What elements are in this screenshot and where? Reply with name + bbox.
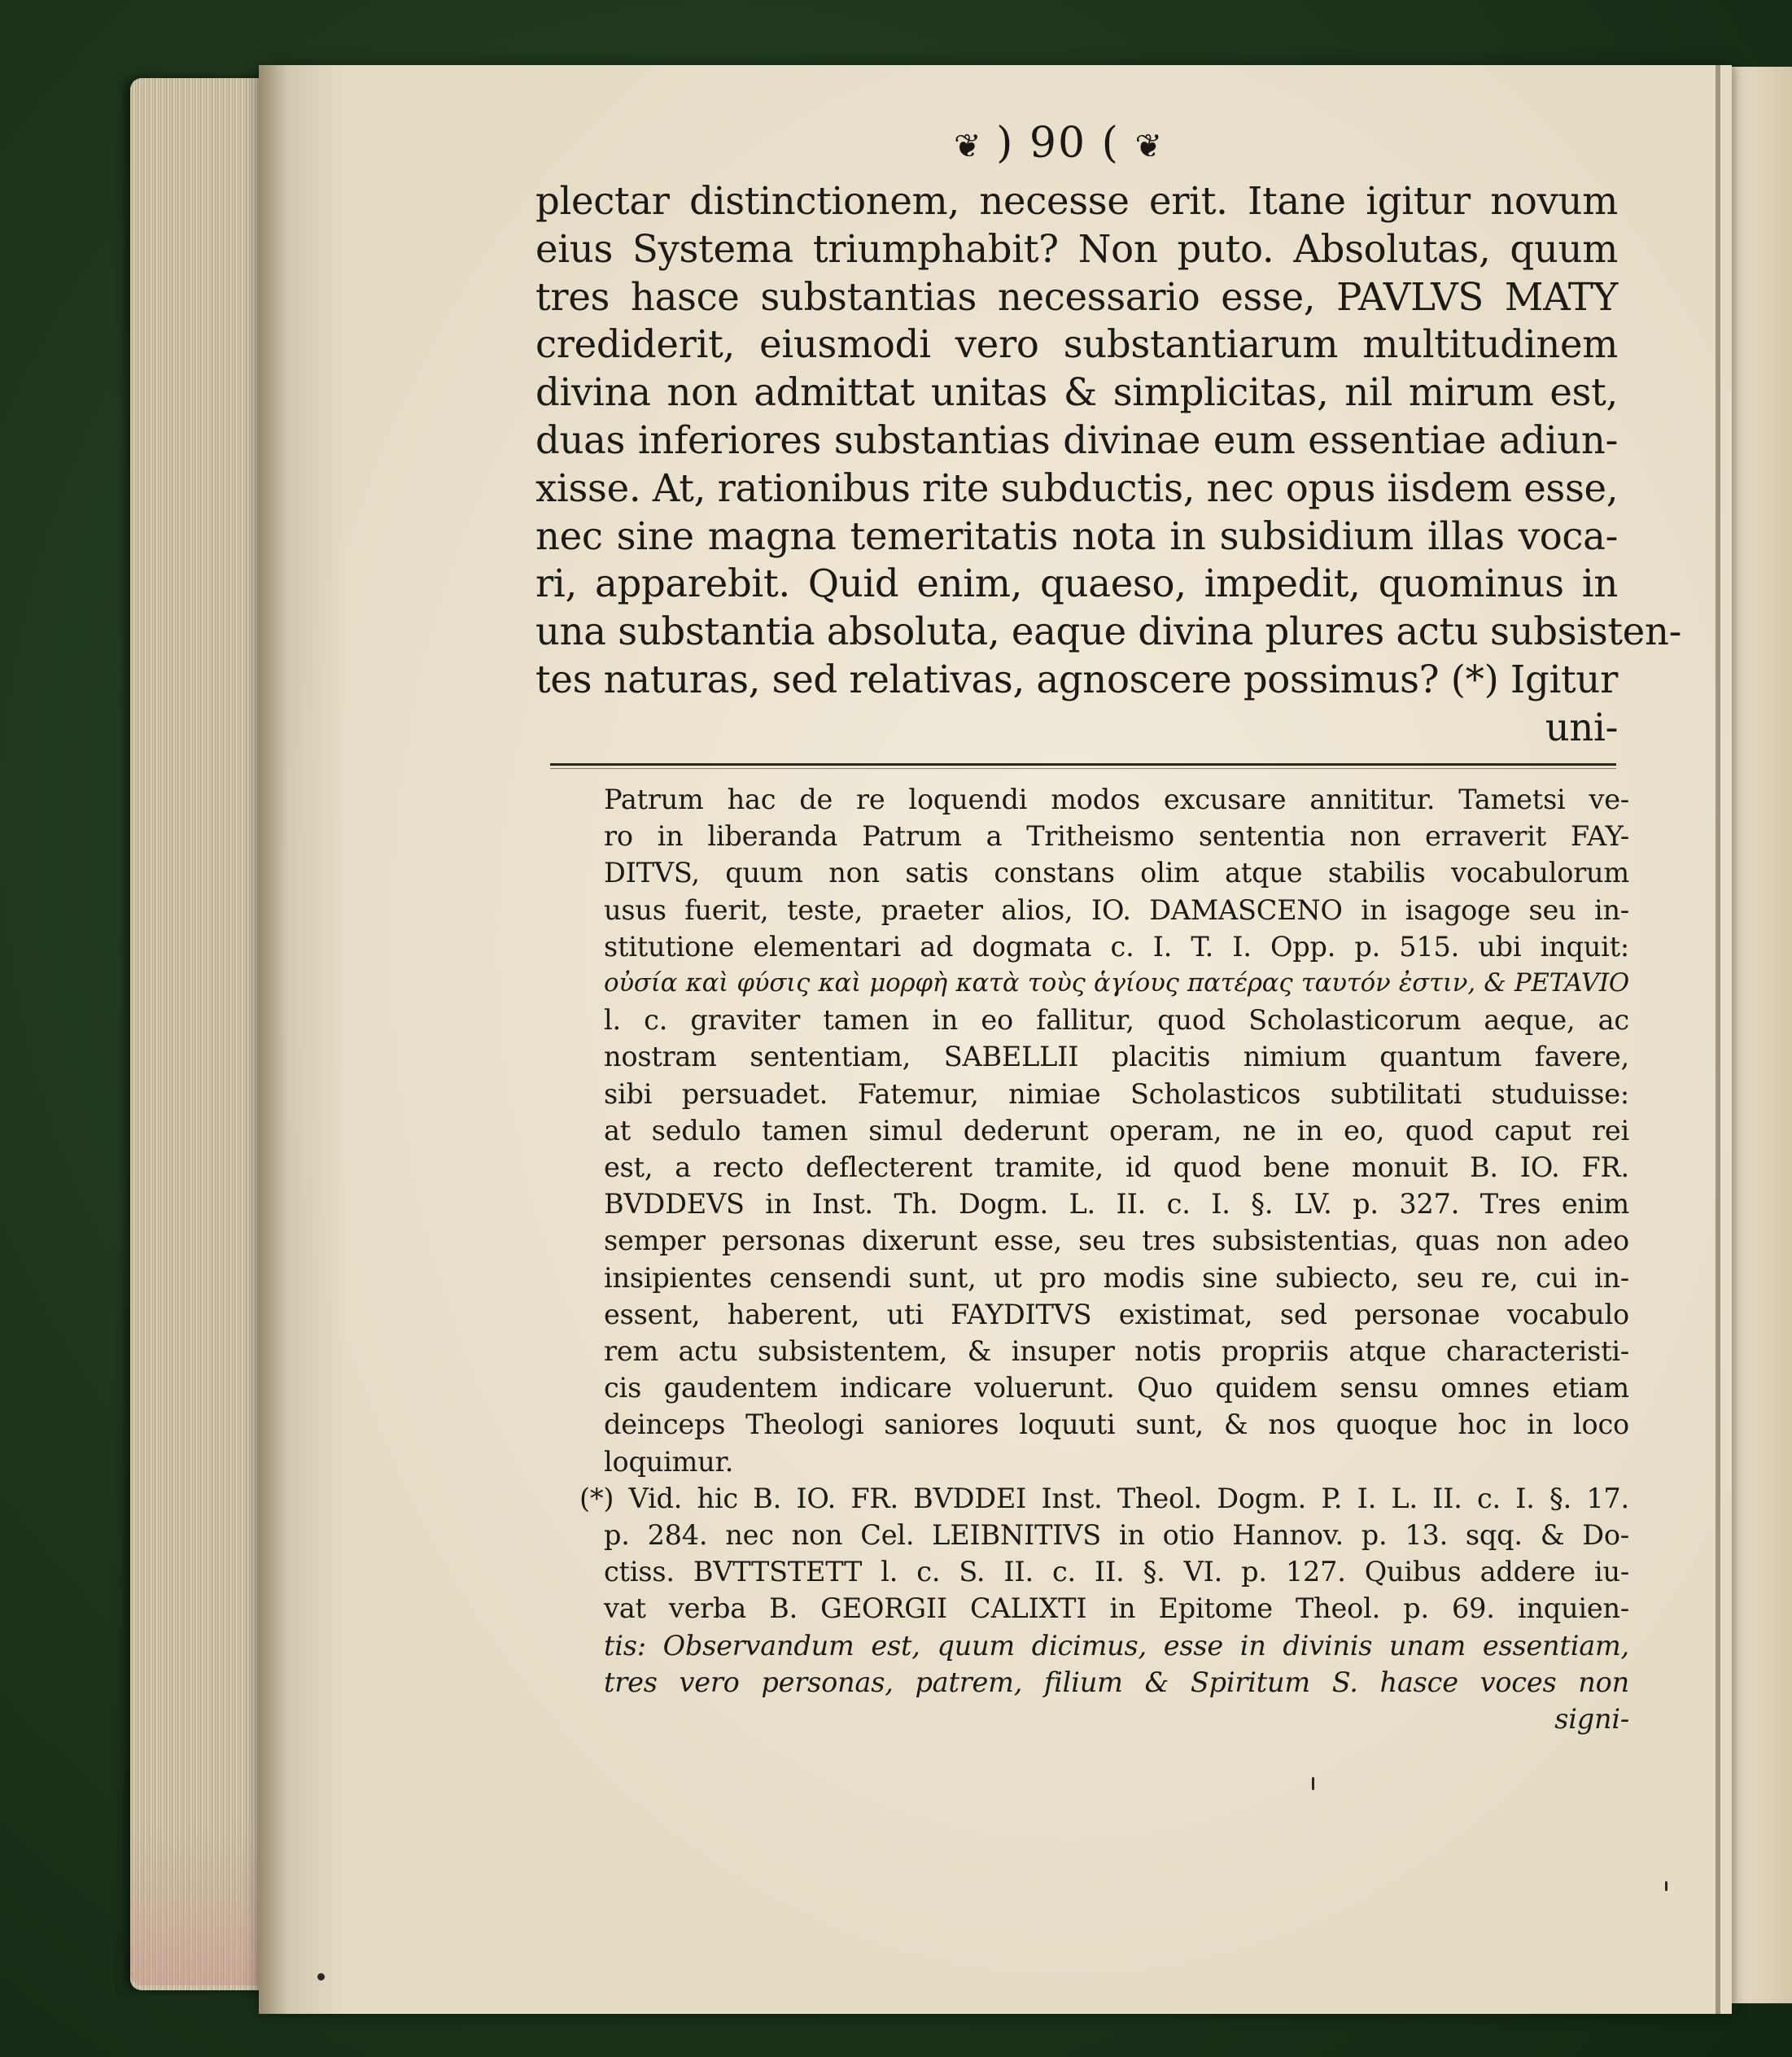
footnote-line: semper personas dixerunt esse, seu tres subsistentias, quas non adeo xyxy=(604,1225,1629,1257)
footnote-line-greek: οὐσία καὶ φύσις καὶ μορφὴ κατὰ τοὺς ἁγίους πατέρας ταυτόν ἐστιν, & PETAVIO xyxy=(604,968,1629,998)
catchword: uni- xyxy=(1545,705,1618,749)
main-line: xisse. At, rationibus rite subductis, nec opus iisdem esse, xyxy=(535,465,1619,510)
ink-speck xyxy=(1665,1881,1667,1891)
main-line: nec sine magna temeritatis nota in subsidium illas voca- xyxy=(535,513,1618,558)
footnote-line: ro in liberanda Patrum a Tritheismo sententia non erraverit FAY- xyxy=(604,820,1629,853)
footnote-line: essent, haberent, uti FAYDITVS existimat, sed personae vocabulo xyxy=(604,1298,1629,1330)
ornament-left-icon: ❦ xyxy=(954,128,981,165)
footnote-line: rem actu subsistentem, & insuper notis propriis atque characteristi- xyxy=(604,1335,1629,1368)
footnote-line: p. 284. nec non Cel. LEIBNITIVS in otio Hannov. p. 13. sqq. & Do- xyxy=(604,1519,1629,1552)
footnote-line: usus fuerit, teste, praeter alios, IO. DAMASCENO in isagoge seu in- xyxy=(604,893,1629,926)
main-line: tres hasce substantias necessario esse, PAVLVS MATY xyxy=(535,274,1618,319)
page-spine xyxy=(1716,65,1720,2014)
footnote-line: deinceps Theologi saniores loquuti sunt, & nos quoque hoc in loco xyxy=(604,1408,1629,1441)
footnote-line: stitutione elementari ad dogmata c. I. T. I. Opp. p. 515. ubi inquit: xyxy=(604,930,1629,963)
main-line: eius Systema triumphabit? Non puto. Absolutas, quum xyxy=(535,226,1618,271)
footnote-line: insipientes censendi sunt, ut pro modis sine subiecto, seu re, cui in- xyxy=(604,1261,1629,1294)
footnote-line: l. c. graviter tamen in eo fallitur, quod Scholasticorum aeque, ac xyxy=(604,1004,1629,1037)
main-text-block xyxy=(535,177,1682,752)
main-line: duas inferiores substantias divinae eum essentiae adiun- xyxy=(535,417,1618,462)
footnote-line: DITVS, quum non satis constans olim atque stabilis vocabulorum xyxy=(604,857,1629,889)
footnote-line: at sedulo tamen simul dederunt operam, ne in eo, quod caput rei xyxy=(604,1114,1629,1146)
footnote-rule xyxy=(550,763,1616,766)
gutter-shadow xyxy=(259,65,288,2014)
page-header xyxy=(814,117,1302,173)
footnote-line: (*) Vid. hic B. IO. FR. BVDDEI Inst. Theol. Dogm. P. I. L. II. c. I. §. 17. xyxy=(579,1482,1629,1514)
ink-speck xyxy=(317,1973,325,1981)
ornament-right-icon: ❦ xyxy=(1134,128,1162,165)
main-line: crediderit, eiusmodi vero substantiarum multitudinem xyxy=(535,322,1618,367)
main-line: divina non admittat unitas & simplicitas, nil mirum est, xyxy=(535,370,1618,415)
page-number: ) 90 ( xyxy=(996,119,1120,168)
footnote-line: nostram sententiam, SABELLII placitis nimium quantum favere, xyxy=(604,1041,1629,1073)
footnote-line: vat verba B. GEORGII CALIXTI in Epitome Theol. p. 69. inquien- xyxy=(604,1592,1629,1625)
main-line: tes naturas, sed relativas, agnoscere possimus? (*) Igitur xyxy=(535,657,1618,701)
footnote-line: tres vero personas, patrem, filium & Spiritum S. hasce voces non xyxy=(604,1666,1629,1698)
main-line: una substantia absoluta, eaque divina plures actu subsisten- xyxy=(535,609,1682,654)
main-line: ri, apparebit. Quid enim, quaeso, impedit, quominus in xyxy=(535,561,1618,606)
footnote-block xyxy=(579,781,1629,1737)
footnote-line: cis gaudentem indicare voluerunt. Quo quidem sensu omnes etiam xyxy=(604,1372,1629,1404)
footnote-line: tis: Observandum est, quum dicimus, esse in divinis unam essentiam, xyxy=(604,1629,1629,1662)
footnote-rule-thin xyxy=(550,768,1616,769)
footnote-line: ctiss. BVTTSTETT l. c. S. II. c. II. §. VI. p. 127. Quibus addere iu- xyxy=(604,1556,1629,1588)
ink-speck xyxy=(1312,1777,1314,1790)
footnote-line: sibi persuadet. Fatemur, nimiae Scholasticos subtilitati studuisse: xyxy=(604,1077,1629,1110)
footnote-line: Patrum hac de re loquendi modos excusare annititur. Tametsi ve- xyxy=(604,784,1629,815)
footnote-line: loquimur. xyxy=(604,1445,734,1478)
footnote-line: est, a recto deflecterent tramite, id quod bene monuit B. IO. FR. xyxy=(604,1151,1629,1184)
main-line: plectar distinctionem, necesse erit. Itane igitur novum xyxy=(535,179,1618,223)
footnote-catchword: signi- xyxy=(1554,1703,1629,1736)
footnote-line: BVDDEVS in Inst. Th. Dogm. L. II. c. I. §. LV. p. 327. Tres enim xyxy=(604,1188,1629,1221)
